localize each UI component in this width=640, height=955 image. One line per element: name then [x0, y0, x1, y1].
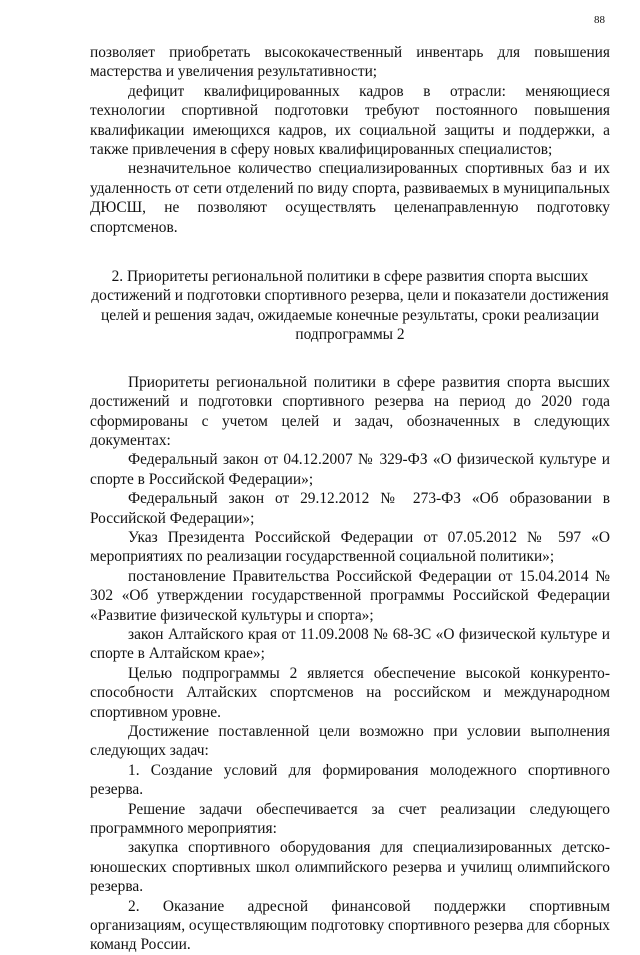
paragraph: позволяет приобретать высококачественный инвентарь для повышения мастерства и увеличения результативности; [90, 44, 610, 81]
page-number: 88 [594, 14, 605, 26]
paragraph: 1. Создание условий для формирования молодежного спортивного резерва. [90, 761, 610, 799]
paragraph: Достижение поставленной цели возможно при условии выполнения следующих задач: [90, 723, 610, 760]
paragraph: Федеральный закон от 29.12.2012 № 273-ФЗ «Об образовании в Российской Федерации»; [90, 490, 610, 527]
document-body [90, 43, 610, 955]
paragraph: 2. Оказание адресной финансовой поддержки спортивным организациям, осуществляющим подготовку спортивного резерва для сборных команд России. [90, 897, 610, 954]
paragraph: незначительное количество специализированных спортивных баз и их удаленность от сети отделений по виду спорта, развиваемых в муниципальных ДЮСШ, не позволяют осуществлять целенаправленную подготовку спортсменов. [90, 160, 610, 236]
paragraph: Целью подпрограммы 2 является обеспечение высокой конкуренто-способности Алтайских спортсменов на российском и международном спортивном уровне. [90, 664, 610, 721]
paragraph: Решение задачи обеспечивается за счет реализации следующего программного мероприятия: [90, 800, 610, 838]
section-heading: 2. Приоритеты региональной политики в сфере развития спорта высших достижений и подготовки спортивного резерва, цели и показатели достижения целей и решения задач, ожидаемые конечные результаты, сроки реализации подпрограммы 2 [91, 268, 609, 344]
paragraph: Приоритеты региональной политики в сфере развития спорта высших достижений и подготовки спортивного резерва на период до 2020 года сформированы с учетом целей и задач, обозначенных в следующих документах: [90, 373, 610, 449]
paragraph: Федеральный закон от 04.12.2007 № 329-ФЗ «О физической культуре и спорте в Российской Федерации»; [90, 451, 610, 488]
paragraph: дефицит квалифицированных кадров в отрасли: меняющиеся технологии спортивной подготовки требуют постоянного повышения квалификации имеющихся кадров, их социальной защиты и поддержки, а также привлечения в сферу новых квалифицированных специалистов; [90, 82, 610, 159]
paragraph: закупка спортивного оборудования для специализированных детско-юношеских спортивных школ олимпийского резерва и училищ олимпийского резерва. [90, 839, 610, 896]
paragraph: Указ Президента Российской Федерации от 07.05.2012 № 597 «О мероприятиях по реализации государственной социальной политики»; [90, 528, 610, 566]
paragraph: постановление Правительства Российской Федерации от 15.04.2014 № 302 «Об утверждении государственной программы Российской Федерации «Развитие физической культуры и спорта»; [90, 567, 610, 624]
paragraph: закон Алтайского края от 11.09.2008 № 68-ЗС «О физической культуре и спорте в Алтайском крае»; [90, 625, 610, 663]
